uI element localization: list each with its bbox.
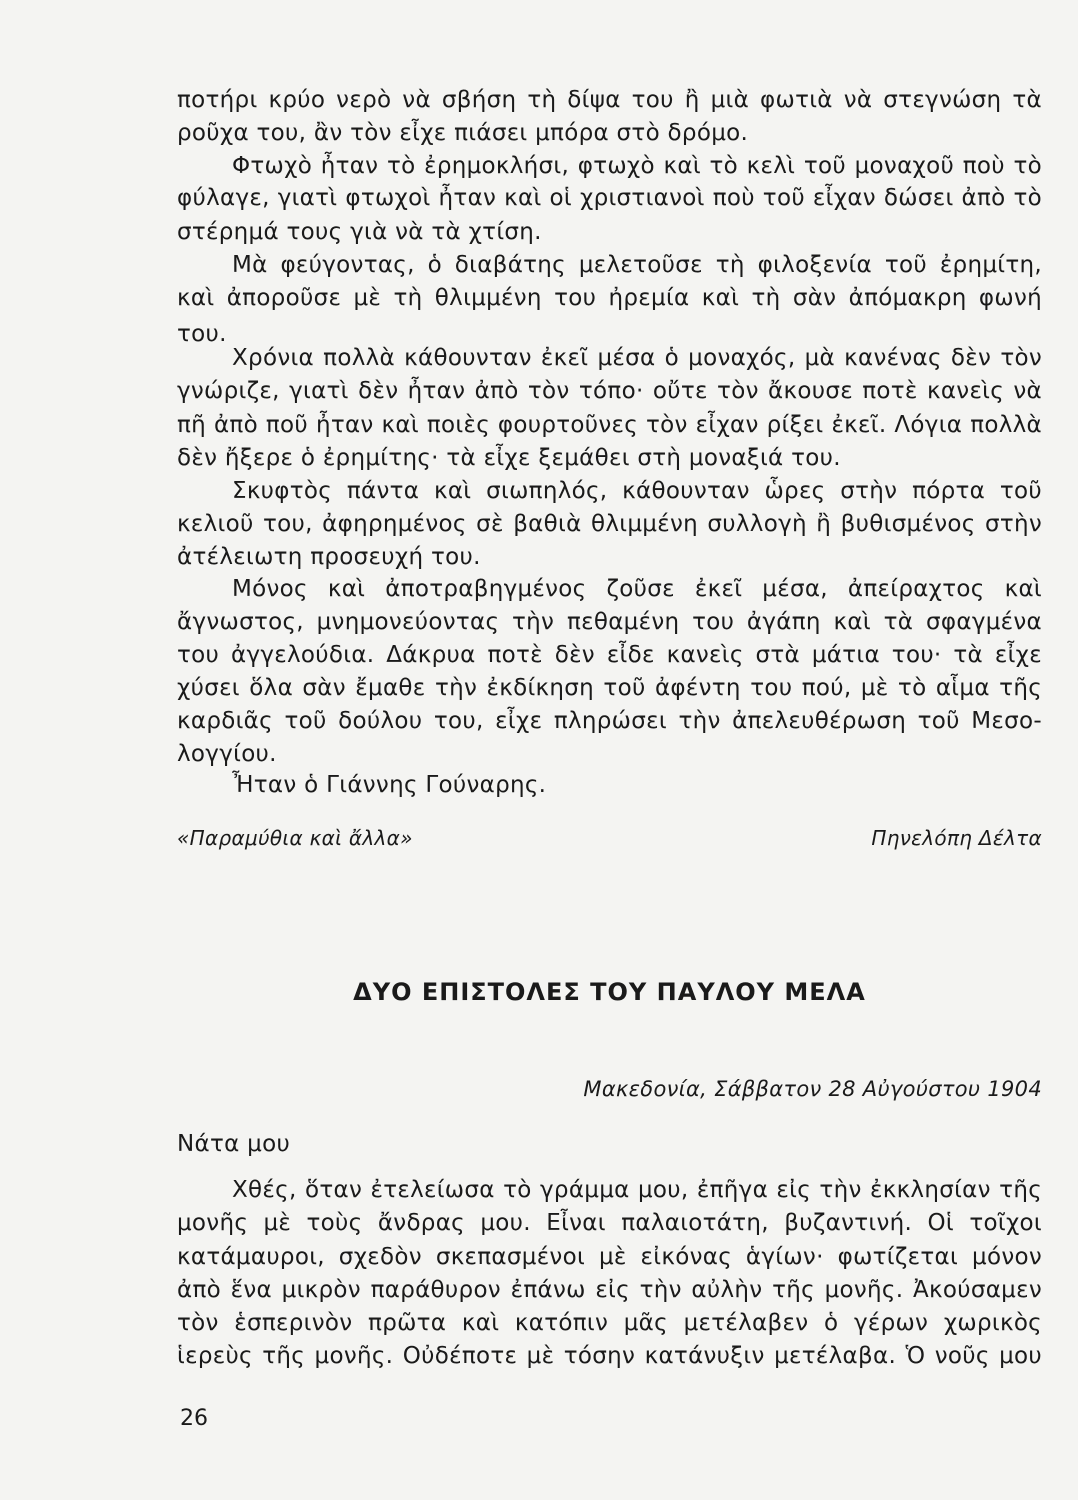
story-line: ροῦχα του, ἂν τὸν εἶχε πιάσει μπόρα στὸ δρόμο. <box>177 120 749 146</box>
story-line: χύσει ὅλα σὰν ἔμαθε τὴν ἐκδίκηση τοῦ ἀφέντη του πού, μὲ τὸ αἷμα τῆς <box>177 675 1042 701</box>
story-line: δὲν ἤξερε ὁ ἐρημίτης· τὰ εἶχε ξεμάθει στὴ μοναξιά του. <box>177 445 841 471</box>
letter-line: ἱερεὺς τῆς μονῆς. Οὐδέποτε μὲ τόσην κατάνυξιν μετέλαβα. Ὁ νοῦς μου <box>177 1343 1042 1369</box>
story-source: «Παραμύθια καὶ ἄλλα» <box>177 826 413 850</box>
story-line: Φτωχὸ ἦταν τὸ ἐρημοκλήσι, φτωχὸ καὶ τὸ κελὶ τοῦ μοναχοῦ ποὺ τὸ <box>232 153 1042 179</box>
story-line: του ἀγγελούδια. Δάκρυα ποτὲ δὲν εἶδε κανεὶς στὰ μάτια του· τὰ εἶχε <box>177 642 1042 668</box>
story-line: Σκυφτὸς πάντα καὶ σιωπηλός, κάθουνταν ὧρες στὴν πόρτα τοῦ <box>232 478 1042 504</box>
story-line: καὶ ἀποροῦσε μὲ τὴ θλιμμένη του ἠρεμία καὶ τὴ σὰν ἀπόμακρη φωνή <box>177 285 1042 311</box>
letter-line: τὸν ἑσπερινὸν πρῶτα καὶ κατόπιν μᾶς μετέλαβεν ὁ γέρων χωρικὸς <box>177 1310 1042 1336</box>
letter-line: ἀπὸ ἕνα μικρὸν παράθυρον ἐπάνω εἰς τὴν αὐλὴν τῆς μονῆς. Ἀκούσαμεν <box>177 1277 1042 1303</box>
story-line: λογγίου. <box>177 741 277 767</box>
story-line: φύλαγε, γιατὶ φτωχοὶ ἦταν καὶ οἱ χριστιανοὶ ποὺ τοῦ εἶχαν δώσει ἀπὸ τὸ <box>177 185 1042 211</box>
story-line: στέρημά τους γιὰ νὰ τὰ χτίση. <box>177 219 542 245</box>
letter-dateline: Μακεδονία, Σάββατον 28 Αὐγούστου 1904 <box>583 1077 1042 1101</box>
story-line: ποτήρι κρύο νερὸ νὰ σβήση τὴ δίψα του ἢ μιὰ φωτιὰ νὰ στεγνώση τὰ <box>177 87 1042 113</box>
letter-line: μονῆς μὲ τοὺς ἄνδρας μου. Εἶναι παλαιοτάτη, βυζαντινή. Οἱ τοῖχοι <box>177 1210 1042 1236</box>
story-line: πῆ ἀπὸ ποῦ ἦταν καὶ ποιὲς φουρτοῦνες τὸν εἶχαν ρίξει ἐκεῖ. Λόγια πολλὰ <box>177 412 1042 438</box>
story-line: κελιοῦ του, ἀφηρημένος σὲ βαθιὰ θλιμμένη συλλογὴ ἢ βυθισμένος στὴν <box>177 511 1042 537</box>
story-line: Μόνος καὶ ἀποτραβηγμένος ζοῦσε ἐκεῖ μέσα, ἀπείραχτος καὶ <box>232 576 1042 602</box>
story-line: Μὰ φεύγοντας, ὁ διαβάτης μελετοῦσε τὴ φιλοξενία τοῦ ἐρημίτη, <box>232 252 1042 278</box>
story-line: του. <box>177 321 227 347</box>
letter-line: Χθές, ὅταν ἐτελείωσα τὸ γράμμα μου, ἐπῆγα εἰς τὴν ἐκκλησίαν τῆς <box>232 1177 1042 1203</box>
story-line: ἀτέλειωτη προσευχή του. <box>177 544 481 570</box>
letter-salutation: Νάτα μου <box>177 1131 291 1157</box>
story-line: γνώριζε, γιατὶ δὲν ἦταν ἀπὸ τὸν τόπο· οὔτε τὸν ἄκουσε ποτὲ κανεὶς νὰ <box>177 378 1042 404</box>
story-line: Ἦταν ὁ Γιάννης Γούναρης. <box>232 772 547 798</box>
story-author: Πηνελόπη Δέλτα <box>871 826 1042 850</box>
letter-title: ΔΥΟ ΕΠΙΣΤΟΛΕΣ ΤΟΥ ΠΑΥΛΟΥ ΜΕΛΑ <box>353 978 866 1006</box>
letter-line: κατάμαυροι, σχεδὸν σκεπασμένοι μὲ εἰκόνας ἁγίων· φωτίζεται μόνον <box>177 1244 1042 1270</box>
page-number: 26 <box>180 1406 208 1431</box>
story-line: καρδιᾶς τοῦ δούλου του, εἶχε πληρώσει τὴν ἀπελευθέρωση τοῦ Μεσο- <box>177 708 1042 734</box>
story-line: Χρόνια πολλὰ κάθουνταν ἐκεῖ μέσα ὁ μοναχός, μὰ κανένας δὲν τὸν <box>232 345 1042 371</box>
story-line: ἄγνωστος, μνημονεύοντας τὴν πεθαμένη του ἀγάπη καὶ τὰ σφαγμένα <box>177 609 1042 635</box>
